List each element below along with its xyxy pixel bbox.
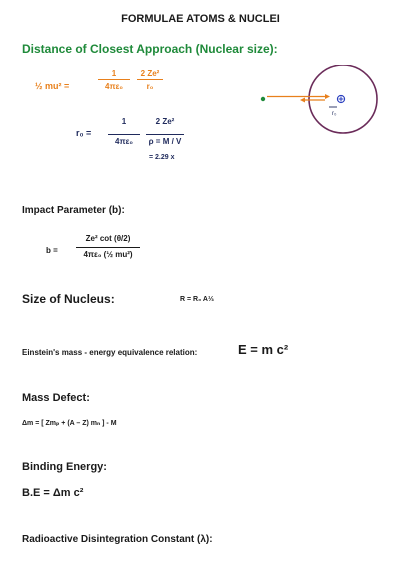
closest-approach-eq1-frac1-num: 1: [111, 69, 117, 78]
einstein-formula: E = m c²: [238, 342, 289, 357]
binding-energy-formula: B.E = Δm c²: [22, 487, 84, 499]
approach-arrowhead: [325, 94, 330, 99]
impact-parameter-num: Ze² cot (θ/2): [85, 234, 131, 243]
closest-approach-eq2-frac1: [108, 117, 140, 146]
einstein-relation-label: Einstein's mass - energy equivalence relation:: [22, 348, 198, 357]
size-nucleus-heading: Size of Nucleus:: [22, 292, 115, 306]
closest-approach-eq2-frac1-den: 4πε₀: [108, 134, 140, 146]
radioactive-constant-heading: Radioactive Disintegration Constant (λ):: [22, 534, 213, 545]
closest-approach-eq2-extra: = 2.29 x: [149, 154, 175, 161]
closest-approach-heading: Distance of Closest Approach (Nuclear size):: [22, 42, 278, 56]
closest-approach-eq2-frac1-num: 1: [121, 117, 127, 126]
closest-approach-eq1-frac2: [137, 69, 163, 91]
closest-approach-diagram: [255, 65, 385, 137]
closest-approach-eq2-frac2-num: 2 Ze²: [155, 117, 175, 126]
size-nucleus-formula: R = R₀ A⅓: [180, 296, 214, 303]
impact-parameter-heading: Impact Parameter (b):: [22, 205, 125, 216]
impact-parameter-den: 4πε₀ (½ mu²): [76, 247, 140, 259]
page-title: FORMULAE ATOMS & NUCLEI: [121, 13, 280, 25]
closest-approach-eq1-frac2-den: r₀: [137, 79, 163, 91]
return-arrowhead: [300, 98, 305, 103]
closest-approach-eq1-frac1-den: 4πε₀: [98, 79, 130, 91]
binding-energy-heading: Binding Energy:: [22, 461, 107, 473]
closest-approach-eq1-frac1: [98, 69, 130, 91]
impact-parameter-lhs: b =: [46, 246, 58, 255]
mass-defect-heading: Mass Defect:: [22, 392, 90, 404]
closest-approach-eq2-lhs: r₀ =: [76, 128, 92, 138]
mass-defect-formula: Δm = [ Zmₚ + (A – Z) mₙ ] - M: [22, 420, 117, 427]
closest-approach-eq1-lhs: ½ mu² =: [35, 81, 70, 91]
closest-approach-eq2-frac2: [146, 117, 184, 146]
closest-approach-eq2-frac2-den: ρ = M / V: [146, 134, 184, 146]
closest-approach-diagram-label: r₀: [332, 111, 337, 117]
alpha-particle-dot: [261, 97, 265, 101]
impact-parameter-fraction: [76, 234, 140, 259]
closest-approach-eq1-frac2-num: 2 Ze²: [140, 69, 160, 78]
